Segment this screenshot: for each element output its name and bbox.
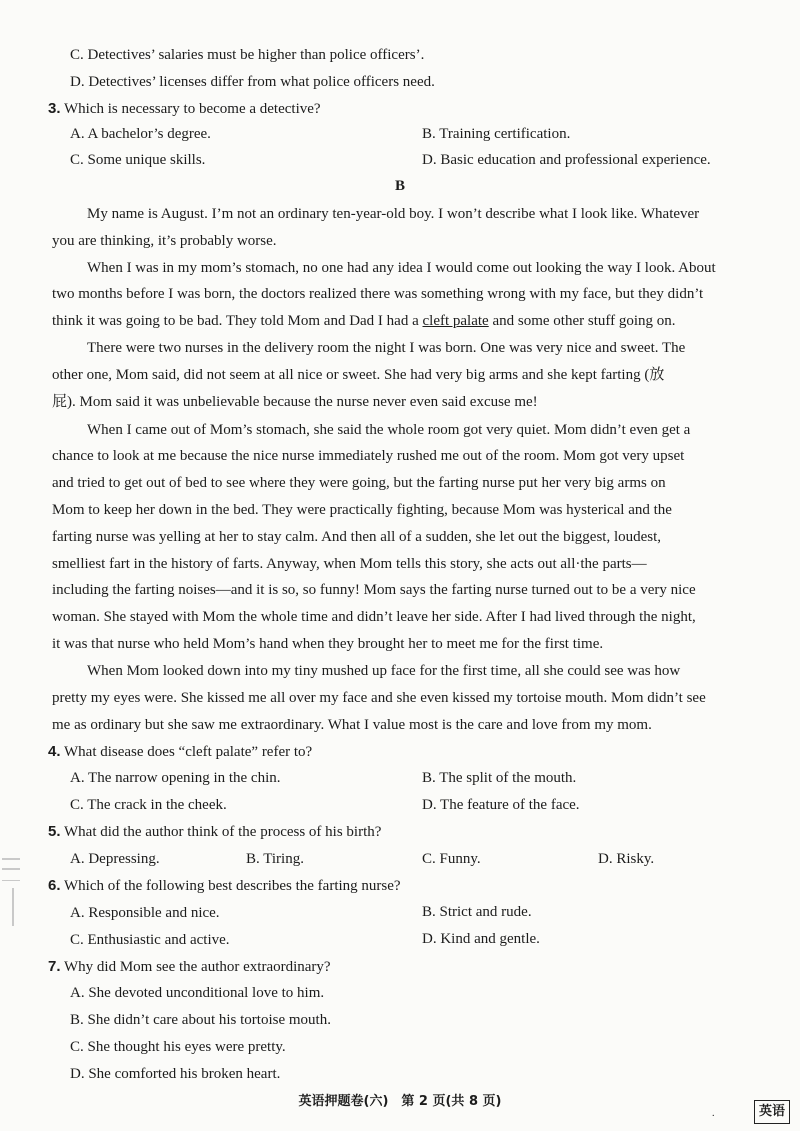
passage-line: including the farting noises—and it is so, so funny! Mom says the farting nurse turned out to be a very nice [52, 582, 696, 598]
passage-text: think it was going to be bad. They told Mom and Dad I had a [52, 313, 423, 329]
q6-option-c: C. Enthusiastic and active. [70, 932, 230, 948]
passage-line: There were two nurses in the delivery room the night I was born. One was very nice and sweet. The [87, 340, 686, 356]
footer-dot: . [712, 1108, 715, 1119]
question-text: What did the author think of the process of his birth? [64, 824, 382, 840]
q6-option-b: B. Strict and rude. [422, 904, 532, 920]
margin-mark [12, 888, 14, 926]
passage-line: you are thinking, it’s probably worse. [52, 233, 277, 249]
passage-line: farting nurse was yelling at her to stay calm. And then all of a sudden, she let out the biggest, loudest, [52, 529, 662, 545]
passage-line: smelliest fart in the history of farts. Anyway, when Mom tells this story, she acts out all·the parts— [52, 556, 647, 572]
margin-mark [2, 858, 20, 860]
q3-option-a: A. A bachelor’s degree. [70, 126, 211, 142]
q7-option-c: C. She thought his eyes were pretty. [70, 1039, 286, 1055]
passage-text: and some other stuff going on. [488, 313, 676, 329]
q2-option-d: D. Detectives’ licenses differ from what police officers need. [70, 74, 435, 90]
question-7 [48, 957, 331, 977]
question-number: 7. [48, 958, 61, 975]
q5-option-a: A. Depressing. [70, 851, 160, 867]
q6-option-d: D. Kind and gentle. [422, 931, 540, 947]
passage-line: My name is August. I’m not an ordinary ten-year-old boy. I won’t describe what I look like. Whatever [87, 206, 700, 222]
passage-line: other one, Mom said, did not seem at all nice or sweet. She had very big arms and she kept farting (放 [52, 367, 665, 383]
q4-option-a: A. The narrow opening in the chin. [70, 770, 281, 786]
question-6 [48, 876, 401, 896]
section-label: B [394, 178, 405, 194]
passage-line: Mom to keep her down in the bed. They were practically fighting, because Mom was hysterical and the [52, 502, 672, 518]
subject-tag: 英语 [754, 1100, 790, 1124]
margin-mark [2, 880, 20, 881]
q3-option-c: C. Some unique skills. [70, 152, 206, 168]
q5-option-b: B. Tiring. [246, 851, 304, 867]
margin-mark [2, 868, 20, 870]
q6-option-a: A. Responsible and nice. [70, 905, 220, 921]
passage-line: two months before I was born, the doctors realized there was something wrong with my face, but they didn’t [52, 286, 704, 302]
q5-option-c: C. Funny. [422, 851, 481, 867]
q4-option-d: D. The feature of the face. [422, 797, 580, 813]
question-text: Which is necessary to become a detective? [64, 101, 321, 117]
passage-line: When I was in my mom’s stomach, no one had any idea I would come out looking the way I look. About [87, 260, 716, 276]
passage-line: When I came out of Mom’s stomach, she said the whole room got very quiet. Mom didn’t even get a [87, 422, 691, 438]
question-number: 6. [48, 877, 61, 894]
question-3 [48, 99, 321, 119]
passage-line: woman. She stayed with Mom the whole time and didn’t leave her side. After I had lived through the night, [52, 609, 696, 625]
q7-option-b: B. She didn’t care about his tortoise mouth. [70, 1012, 331, 1028]
q7-option-d: D. She comforted his broken heart. [70, 1066, 281, 1082]
passage-line [52, 311, 676, 331]
passage-line: When Mom looked down into my tiny mushed up face for the first time, all she could see was how [87, 663, 681, 679]
q4-option-c: C. The crack in the cheek. [70, 797, 227, 813]
passage-line: 屁). Mom said it was unbelievable because the nurse never even said excuse me! [52, 394, 538, 410]
passage-line: chance to look at me because the nice nurse immediately rushed me out of the room. Mom got very upset [52, 448, 685, 464]
q7-option-a: A. She devoted unconditional love to him. [70, 985, 325, 1001]
q5-option-d: D. Risky. [598, 851, 655, 867]
passage-line: and tried to get out of bed to see where they were going, but the farting nurse put her very big arms on [52, 475, 666, 491]
question-text: Why did Mom see the author extraordinary? [64, 959, 331, 975]
underlined-term: cleft palate [422, 313, 489, 329]
q3-option-b: B. Training certification. [422, 126, 571, 142]
q4-option-b: B. The split of the mouth. [422, 770, 577, 786]
q3-option-d: D. Basic education and professional experience. [422, 152, 711, 168]
question-5 [48, 822, 381, 842]
page-footer: 英语押题卷(六) 第 2 页(共 8 页) [298, 1094, 502, 1109]
question-4 [48, 742, 312, 762]
question-number: 3. [48, 100, 61, 117]
question-text: What disease does “cleft palate” refer to? [64, 744, 313, 760]
question-number: 5. [48, 823, 61, 840]
passage-line: me as ordinary but she saw me extraordinary. What I value most is the care and love from my mom. [52, 717, 652, 733]
question-number: 4. [48, 743, 61, 760]
q2-option-c: C. Detectives’ salaries must be higher than police officers’. [70, 47, 425, 63]
passage-line: it was that nurse who held Mom’s hand when they brought her to meet me for the first time. [52, 636, 604, 652]
question-text: Which of the following best describes the farting nurse? [64, 878, 401, 894]
passage-line: pretty my eyes were. She kissed me all over my face and she even kissed my tortoise mouth. Mom didn’t see [52, 690, 706, 706]
